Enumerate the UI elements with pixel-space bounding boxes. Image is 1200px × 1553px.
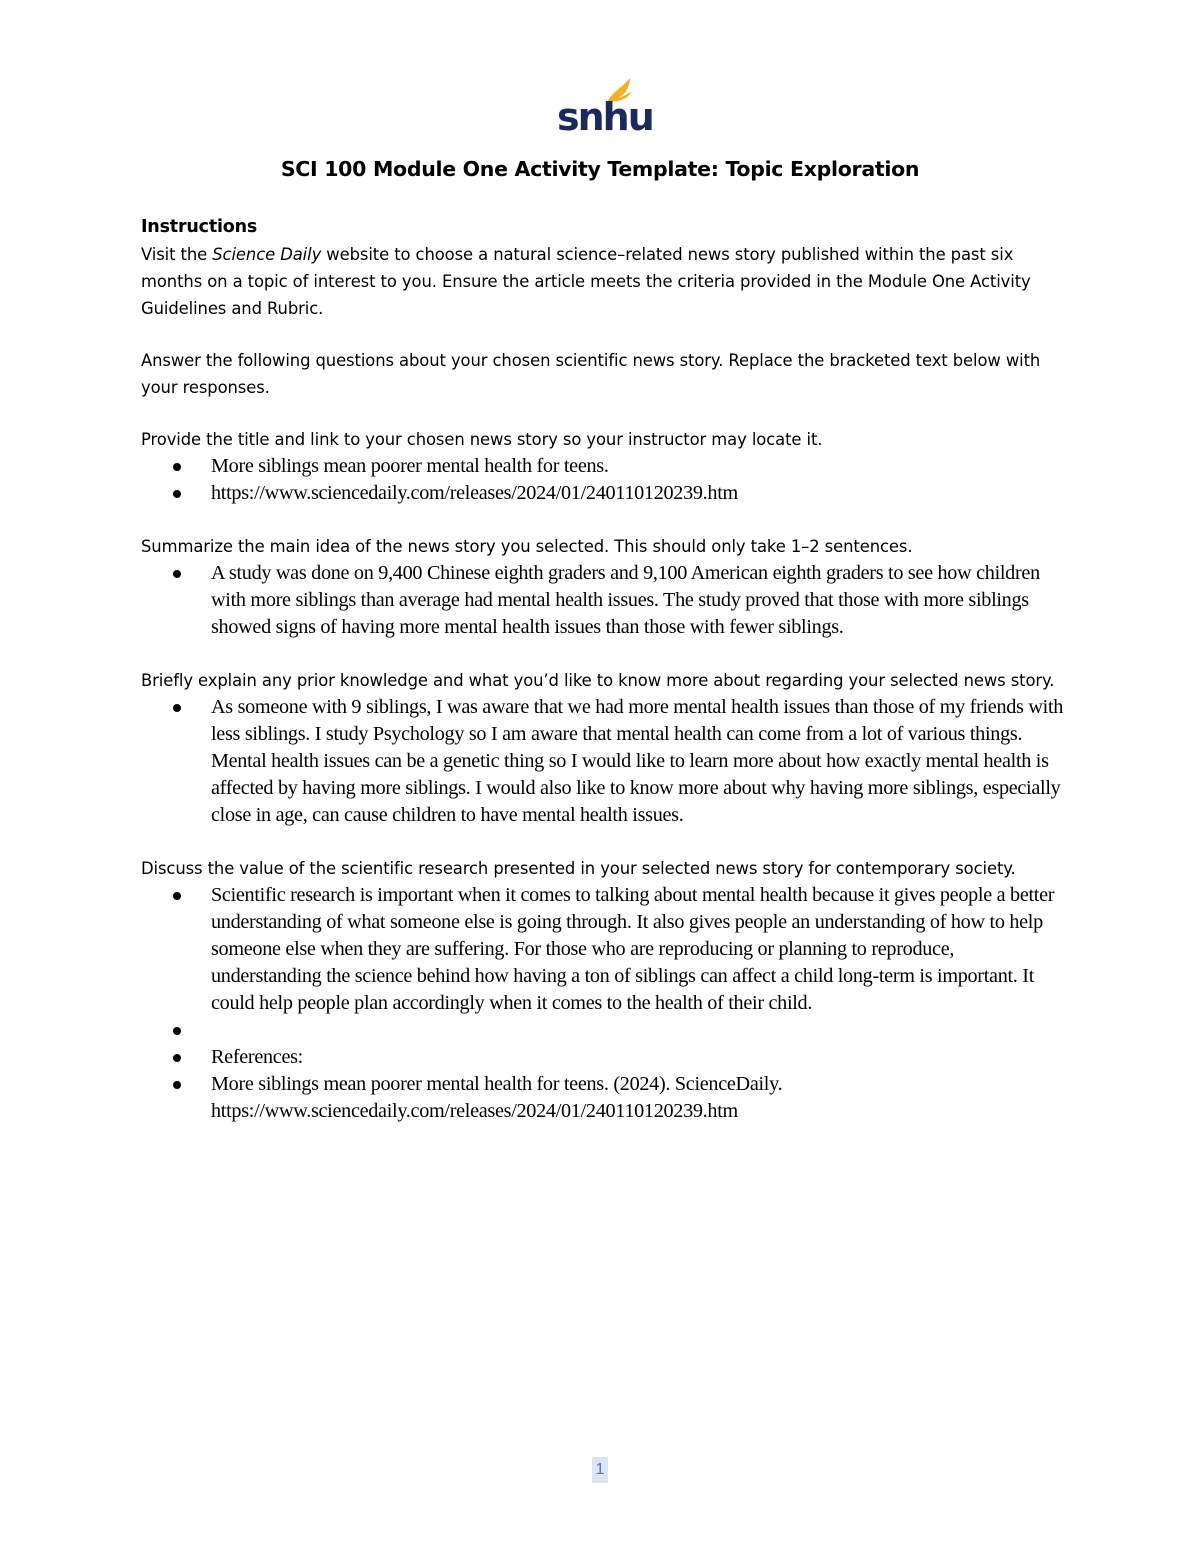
snhu-logo — [556, 74, 653, 139]
bullet-icon — [173, 1081, 181, 1089]
document-body — [141, 214, 1071, 1125]
list-item[interactable]: A study was done on 9,400 Chinese eighth graders and 9,100 American eighth graders to see how children with more siblings than average had mental health issues. The study proved that those with more siblings showed signs of having more mental health issues than those with fewer siblings. — [169, 560, 1067, 641]
list-item[interactable]: As someone with 9 siblings, I was aware that we had more mental health issues than those of my friends with less siblings. I study Psychology so I am aware that mental health can come from a lot of various things. Mental health issues can be a genetic thing so I would like to learn more about how exactly mental health is affected by having more siblings. I would also like to know more about why having more siblings, especially close in age, can cause children to have mental health issues. — [169, 694, 1067, 829]
list-item[interactable]: More siblings mean poorer mental health for teens. (2024). ScienceDaily. https://www.sciencedaily.com/releases/2024/01/240110120239.htm — [169, 1071, 1067, 1125]
list-item[interactable]: References: — [169, 1044, 1067, 1071]
flame-icon — [556, 74, 653, 139]
question-summary: Summarize the main idea of the news story you selected. This should only take 1–2 sentences. — [141, 537, 913, 556]
bullet-icon — [173, 892, 181, 900]
list-item[interactable]: https://www.sciencedaily.com/releases/2024/01/240110120239.htm — [169, 480, 1067, 507]
bullet-icon — [173, 463, 181, 471]
instructions-paragraph: Visit the Science Daily website to choose a natural science–related news story published within the past six months on a topic of interest to you. Ensure the article meets the criteria provided in the Module One Activity Guidelines and Rubric. — [141, 245, 1031, 318]
answer-instructions: Answer the following questions about your chosen scientific news story. Replace the bracketed text below with your responses. — [141, 351, 1041, 397]
bullet-icon — [173, 704, 181, 712]
page-title: SCI 100 Module One Activity Template: Topic Exploration — [280, 157, 920, 181]
bullet-icon — [173, 1054, 181, 1062]
page-number: 1 — [592, 1457, 608, 1483]
answer-list-prior-knowledge — [169, 694, 1067, 829]
bullet-icon — [173, 490, 181, 498]
answer-list-research-value — [169, 882, 1067, 1125]
question-prior-knowledge: Briefly explain any prior knowledge and what you’d like to know more about regarding your selected news story. — [141, 671, 1055, 690]
answer-list-title-link — [169, 453, 1067, 507]
answer-list-summary — [169, 560, 1067, 641]
question-title-link: Provide the title and link to your chosen news story so your instructor may locate it. — [141, 430, 823, 449]
list-item[interactable]: More siblings mean poorer mental health for teens. — [169, 453, 1067, 480]
science-daily-reference: Science Daily — [212, 245, 322, 264]
question-research-value: Discuss the value of the scientific research presented in your selected news story for contemporary society. — [141, 859, 1016, 878]
instructions-heading: Instructions — [141, 217, 258, 237]
bullet-icon — [173, 1027, 181, 1035]
svg-text:snhu: snhu — [557, 95, 653, 139]
list-item[interactable]: Scientific research is important when it comes to talking about mental health because it gives people a better understanding of what someone else is going through. It also gives people an understanding of how to help someone else when they are suffering. For those who are reproducing or planning to reproduce, understanding the science behind how having a ton of siblings can affect a child long-term is important. It could help people plan accordingly when it comes to the health of their child. — [169, 882, 1067, 1017]
list-item[interactable] — [169, 1017, 1067, 1044]
bullet-icon — [173, 570, 181, 578]
